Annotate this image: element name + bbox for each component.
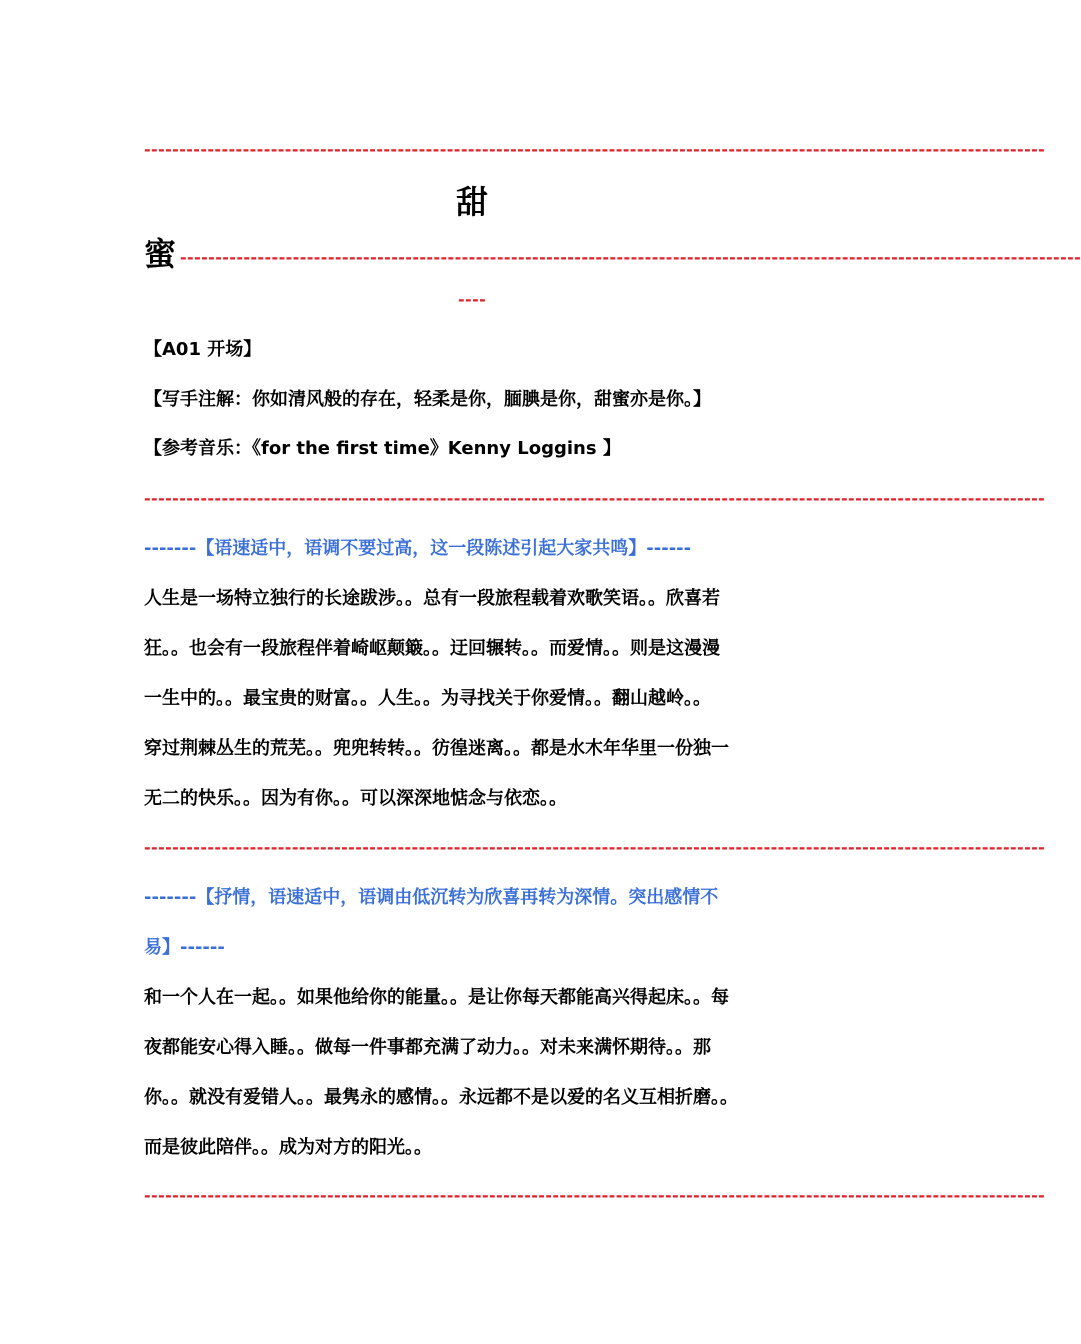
section1-line: 穿过荆棘丛生的荒芜。。兜兜转转。。彷徨迷离。。都是水木年华里一份独一 [144, 738, 729, 759]
title-second-char: 蜜 [144, 235, 177, 273]
section1-line: 狂。。也会有一段旅程伴着崎岖颠簸。。迂回辗转。。而爱情。。则是这漫漫 [144, 638, 720, 659]
section2-direction-note-cont: 易】------ [144, 937, 225, 958]
separator-top: -------------------------------------------------------------------------------------------------------------------------------- [144, 140, 1046, 159]
section2-line: 夜都能安心得入睡。。做每一件事都充满了动力。。对未来满怀期待。。那 [144, 1037, 711, 1058]
separator-1: -------------------------------------------------------------------------------------------------------------------------------- [144, 489, 1046, 508]
section1-line: 人生是一场特立独行的长途跋涉。。总有一段旅程载着欢歌笑语。。欣喜若 [144, 588, 720, 609]
separator-2: -------------------------------------------------------------------------------------------------------------------------------- [144, 838, 1046, 857]
section2-line: 而是彼此陪伴。。成为对方的阳光。。 [144, 1137, 432, 1158]
section1-direction-note: -------【语速适中，语调不要过高，这一段陈述引起大家共鸣】------ [144, 538, 692, 559]
section1-line: 一生中的。。最宝贵的财富。。人生。。为寻找关于你爱情。。翻山越岭。。 [144, 688, 711, 709]
separator-title: -------------------------------------------------------------------------------------------------------------------------------- [180, 248, 1081, 267]
section2-line: 和一个人在一起。。如果他给你的能量。。是让你每天都能高兴得起床。。每 [144, 987, 729, 1008]
section2-line: 你。。就没有爱错人。。最隽永的感情。。永远都不是以爱的名义互相折磨。。 [144, 1087, 738, 1108]
separator-3: -------------------------------------------------------------------------------------------------------------------------------- [144, 1186, 1046, 1205]
separator-title-tail: ---- [458, 290, 487, 309]
header-line-writer-note: 【写手注解：你如清风般的存在，轻柔是你，腼腆是你，甜蜜亦是你。】 [144, 389, 711, 410]
title-first-char: 甜 [456, 183, 489, 221]
header-line-music: 【参考音乐：《for the first time》Kenny Loggins 】 [144, 438, 621, 459]
section1-line: 无二的快乐。。因为有你。。可以深深地惦念与依恋。。 [144, 788, 567, 809]
section2-direction-note: -------【抒情，语速适中，语调由低沉转为欣喜再转为深情。突出感情不 [144, 887, 719, 908]
header-line-section: 【A01 开场】 [144, 339, 262, 360]
